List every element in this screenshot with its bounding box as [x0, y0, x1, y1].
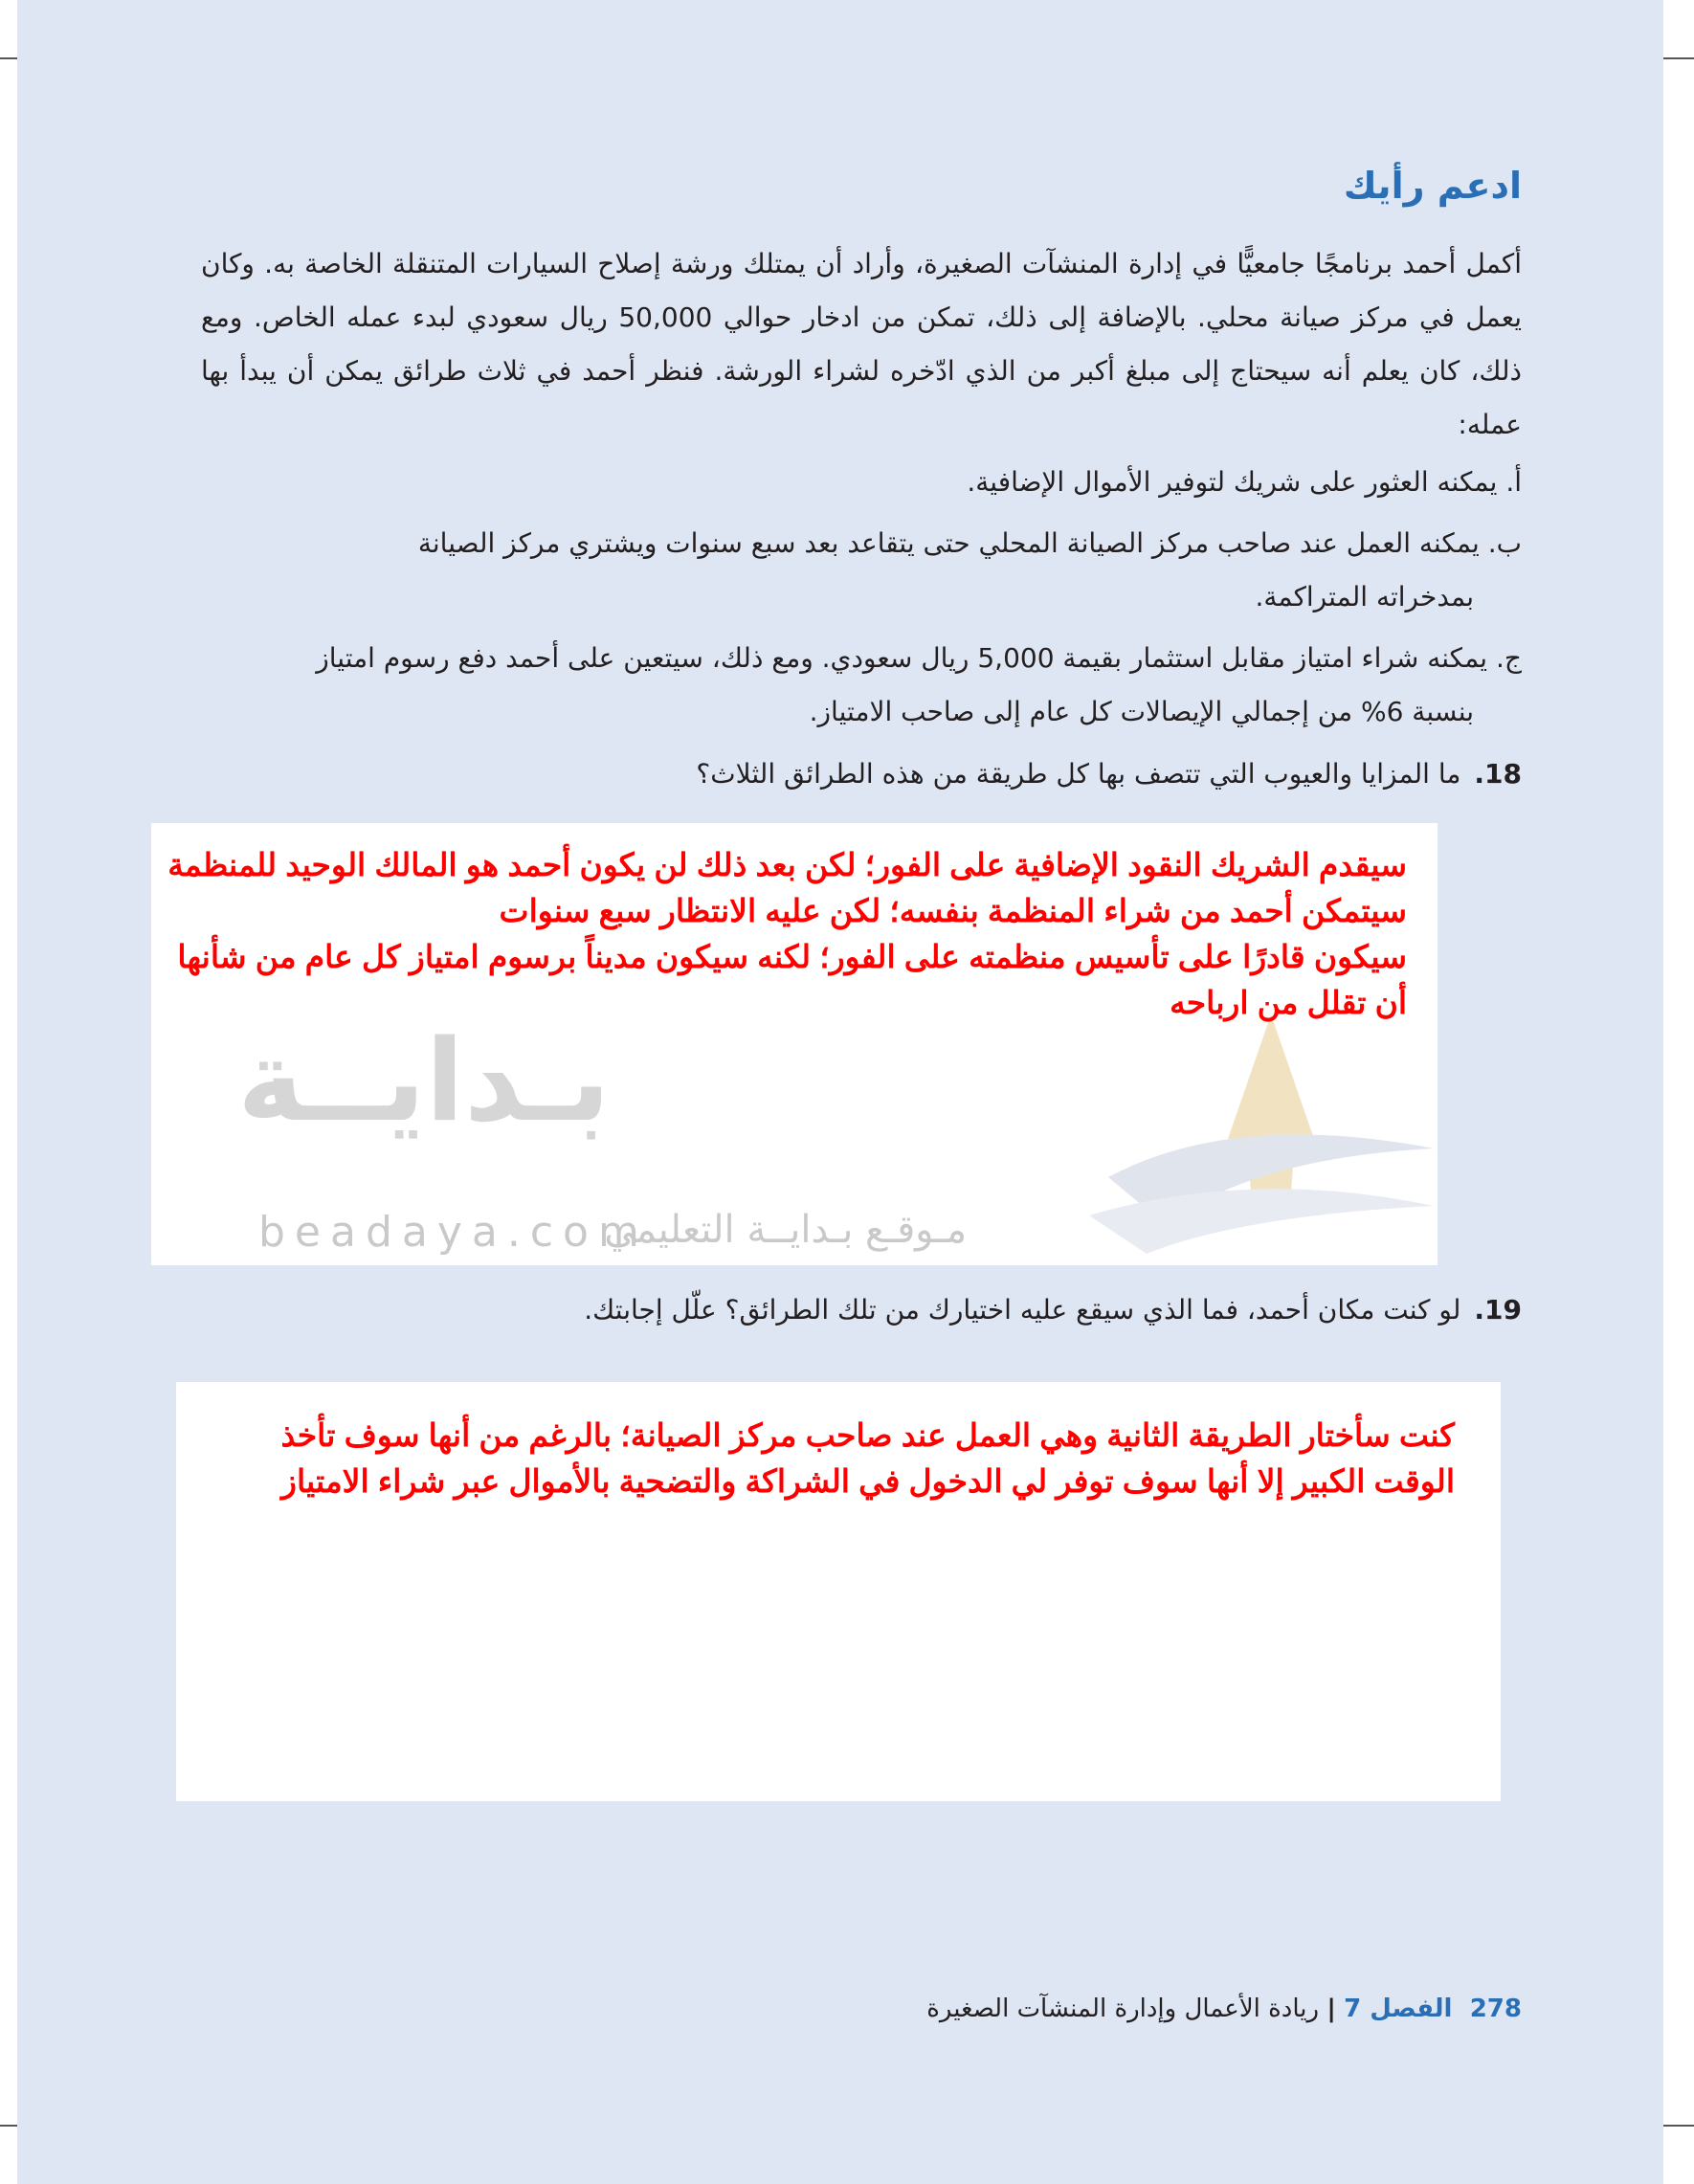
scenario-paragraph: أكمل أحمد برنامجًا جامعيًّا في إدارة المنشآت الصغيرة، وأراد أن يمتلك ورشة إصلاح السيارات المتنقلة الخاصة به. وكان يعمل في مركز صيانة محلي. بالإضافة إلى ذلك، تمكن من ادخار حوالي 50,000 ريال سعودي لبدء عمله الخاص. ومع ذلك، كان يعلم أنه سيحتاج إلى مبلغ أكبر من الذي ادّخره لشراء الورشة. فنظر أحمد في ثلاث طرائق يمكن أن يبدأ بها عمله:	[201, 248, 1522, 440]
answer-19-text	[182, 1413, 1455, 1504]
option-text-continued: بمدخراته المتراكمة.	[1255, 581, 1474, 613]
answer-line: سيكون قادرًا على تأسيس منظمته على الفور؛ لكنه سيكون مديناً برسوم امتياز كل عام من شأنها	[177, 939, 1407, 974]
option-text: يمكنه العمل عند صاحب مركز الصيانة المحلي حتى يتقاعد بعد سبع سنوات ويشتري مركز الصيانة	[417, 527, 1480, 559]
option-letter: ب.	[1487, 527, 1522, 559]
answer-line: الوقت الكبير إلا أنها سوف توفر لي الدخول في الشراكة والتضحية بالأموال عبر شراء الامتياز	[281, 1463, 1455, 1499]
option-letter: ج.	[1496, 642, 1522, 674]
option-text-continued: بنسبة 6% من إجمالي الإيصالات كل عام إلى صاحب الامتياز.	[809, 696, 1474, 727]
answer-line: أن تقلل من ارباحه	[1170, 985, 1407, 1020]
answer-line: كنت سأختار الطريقة الثانية وهي العمل عند صاحب مركز الصيانة؛ بالرغم من أنها سوف تأخذ	[280, 1417, 1455, 1453]
watermark-site-name: مـوقـع بـدايــة التعليمي	[604, 1208, 967, 1252]
question-18	[182, 758, 1522, 790]
answer-line: سيقدم الشريك النقود الإضافية على الفور؛ لكن بعد ذلك لن يكون أحمد هو المالك الوحيد للمنظمة	[167, 847, 1407, 882]
question-number: 18.	[1474, 758, 1522, 790]
question-text: ما المزايا والعيوب التي تتصف بها كل طريقة من هذه الطرائق الثلاث؟	[696, 758, 1461, 790]
question-text: لو كنت مكان أحمد، فما الذي سيقع عليه اختيارك من تلك الطرائق؟ علّل إجابتك.	[584, 1294, 1461, 1326]
option-text: يمكنه العثور على شريك لتوفير الأموال الإضافية.	[967, 466, 1498, 498]
page-footer	[926, 1995, 1522, 2023]
answer-line: سيتمكن أحمد من شراء المنظمة بنفسه؛ لكن عليه الانتظار سبع سنوات	[499, 893, 1407, 928]
footer-separator: |	[1326, 1995, 1336, 2023]
option-text: يمكنه شراء امتياز مقابل استثمار بقيمة 5,000 ريال سعودي. ومع ذلك، سيتعين على أحمد دفع رسوم امتياز	[316, 642, 1488, 674]
question-19	[182, 1294, 1522, 1326]
book-title: ريادة الأعمال وإدارة المنشآت الصغيرة	[926, 1995, 1320, 2023]
section-heading: ادعم رأيك	[1343, 165, 1522, 207]
answer-18-text	[105, 842, 1407, 1026]
option-letter: أ.	[1505, 466, 1522, 498]
page-number: 278	[1469, 1995, 1522, 2023]
watermark-word: بـدايــة	[237, 1014, 611, 1147]
option-b	[201, 517, 1522, 624]
watermark-url: beadaya.com	[258, 1208, 649, 1257]
question-number: 19.	[1474, 1294, 1522, 1326]
chapter-label: الفصل 7	[1344, 1995, 1453, 2023]
option-a	[201, 456, 1522, 509]
option-c	[201, 632, 1522, 739]
